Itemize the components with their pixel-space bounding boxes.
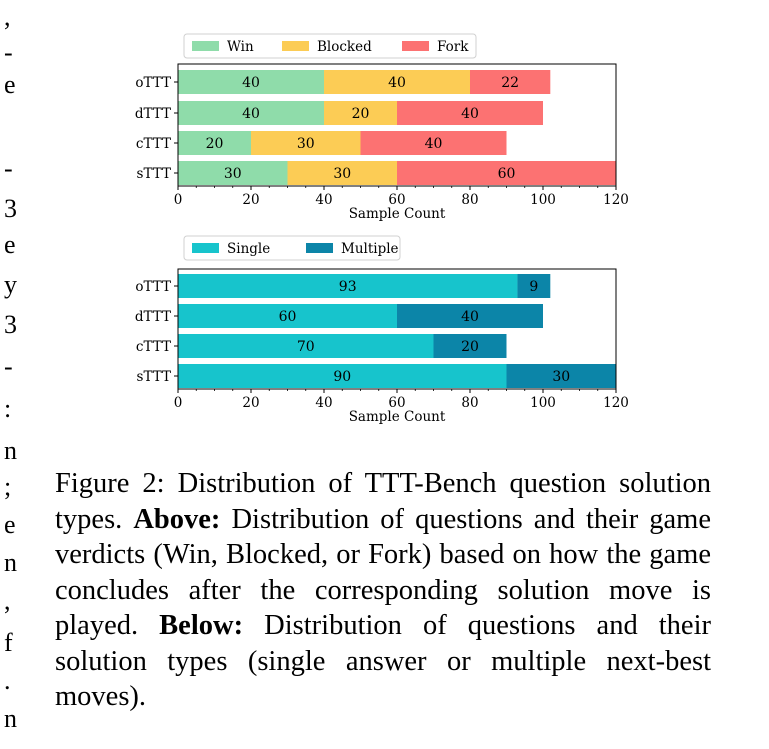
bar-value-label: 40 bbox=[388, 75, 406, 91]
category-label: cTTT bbox=[135, 339, 171, 355]
caption-text-1: Distribution of TTT-Bench question solution types. bbox=[55, 468, 711, 535]
margin-fragment: n bbox=[4, 436, 17, 465]
margin-fragment: n bbox=[4, 704, 17, 733]
bar-value-label: 40 bbox=[424, 136, 443, 152]
margin-fragment: ; bbox=[4, 472, 12, 501]
margin-fragment: n bbox=[4, 548, 17, 577]
bar-value-label: 40 bbox=[461, 106, 479, 122]
x-tick-label: 100 bbox=[530, 192, 556, 208]
margin-fragment: - bbox=[4, 38, 13, 67]
category-label: dTTT bbox=[134, 309, 171, 325]
legend-swatch bbox=[192, 41, 219, 51]
x-tick-label: 60 bbox=[388, 192, 406, 208]
bar-value-label: 40 bbox=[242, 106, 260, 122]
margin-fragment: e bbox=[4, 510, 16, 539]
margin-fragment: , bbox=[4, 2, 11, 31]
x-tick-label: 120 bbox=[603, 192, 629, 208]
legend-label: Blocked bbox=[317, 39, 372, 55]
caption-above-label: Above: bbox=[133, 503, 221, 535]
bar-value-label: 70 bbox=[296, 339, 315, 355]
legend-label: Win bbox=[227, 39, 254, 55]
x-axis-label: Sample Count bbox=[348, 206, 446, 222]
bar-value-label: 9 bbox=[529, 279, 539, 295]
bar-value-label: 40 bbox=[242, 75, 260, 91]
legend-swatch bbox=[282, 41, 309, 51]
category-label: sTTT bbox=[136, 166, 171, 182]
legend-swatch bbox=[192, 243, 219, 253]
category-label: dTTT bbox=[134, 106, 171, 122]
bar-value-label: 30 bbox=[223, 166, 242, 182]
bar-value-label: 90 bbox=[333, 369, 352, 385]
bar-value-label: 30 bbox=[333, 166, 352, 182]
legend-label: Fork bbox=[437, 39, 469, 55]
bar-value-label: 30 bbox=[296, 136, 315, 152]
margin-fragment: 3 bbox=[4, 310, 17, 339]
x-tick-label: 40 bbox=[315, 192, 333, 208]
margin-fragment: e bbox=[4, 70, 16, 99]
x-tick-label: 20 bbox=[242, 192, 260, 208]
caption-text-3: Distribution of questions and their solution types (single answer or multiple next-best moves). bbox=[55, 610, 711, 712]
legend-swatch bbox=[306, 243, 333, 253]
caption-text-2: Distribution of questions and their game verdicts (Win, Blocked, or Fork) based on how the game concludes after the corresponding solution move is played. bbox=[55, 503, 711, 641]
x-tick-label: 0 bbox=[173, 192, 183, 208]
category-label: sTTT bbox=[136, 369, 171, 385]
bar-value-label: 20 bbox=[205, 136, 224, 152]
legend bbox=[184, 236, 400, 260]
x-tick-label: 80 bbox=[461, 192, 479, 208]
category-label: oTTT bbox=[135, 75, 171, 91]
margin-fragment: , bbox=[4, 586, 11, 615]
bar-value-label: 93 bbox=[338, 279, 357, 295]
margin-fragment: : bbox=[4, 394, 12, 423]
bar-value-label: 20 bbox=[351, 106, 370, 122]
x-tick-label: 60 bbox=[388, 395, 406, 411]
caption-below-label: Below: bbox=[159, 610, 244, 641]
category-label: oTTT bbox=[135, 279, 171, 295]
bar-value-label: 30 bbox=[552, 369, 571, 385]
x-axis-label: Sample Count bbox=[348, 409, 446, 425]
bar-value-label: 22 bbox=[501, 75, 520, 91]
figure-caption bbox=[55, 466, 711, 715]
legend-label: Multiple bbox=[341, 241, 399, 257]
bar-value-label: 40 bbox=[461, 309, 479, 325]
x-tick-label: 120 bbox=[603, 395, 629, 411]
bar-value-label: 20 bbox=[461, 339, 479, 355]
bar-value-label: 60 bbox=[497, 166, 516, 182]
legend bbox=[184, 34, 476, 58]
margin-fragment: 3 bbox=[4, 194, 17, 223]
margin-fragment: f bbox=[4, 628, 13, 657]
bars bbox=[178, 274, 616, 388]
margin-fragment: . bbox=[4, 666, 11, 695]
x-tick-label: 100 bbox=[530, 395, 556, 411]
category-label: cTTT bbox=[135, 136, 171, 152]
caption-label: Figure 2: bbox=[55, 468, 165, 499]
x-tick-label: 20 bbox=[242, 395, 260, 411]
x-tick-label: 0 bbox=[173, 395, 183, 411]
legend-swatch bbox=[402, 41, 429, 51]
chart-solution-types bbox=[135, 236, 629, 425]
bar-value-label: 60 bbox=[278, 309, 297, 325]
margin-fragment: - bbox=[4, 352, 13, 381]
x-tick-label: 80 bbox=[461, 395, 479, 411]
x-tick-label: 40 bbox=[315, 395, 333, 411]
legend-label: Single bbox=[227, 241, 271, 257]
margin-fragment: e bbox=[4, 230, 16, 259]
chart-verdicts bbox=[135, 34, 629, 222]
bars bbox=[178, 70, 616, 185]
margin-fragment: - bbox=[4, 154, 13, 183]
margin-fragment: y bbox=[4, 270, 17, 299]
